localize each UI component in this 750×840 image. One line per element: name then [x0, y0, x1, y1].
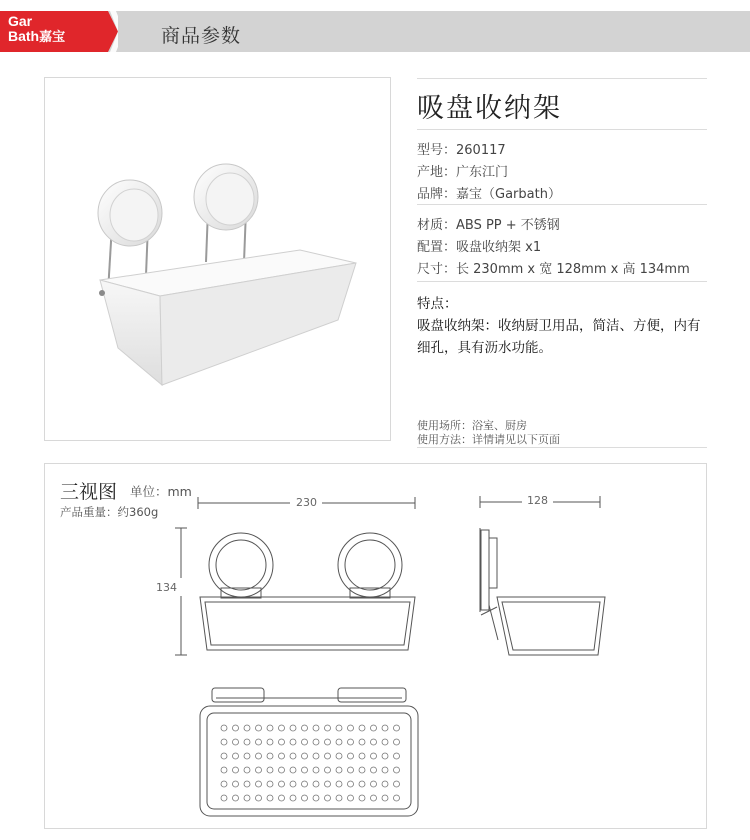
- drain-hole: [290, 725, 296, 731]
- drain-hole: [233, 725, 239, 731]
- drain-hole: [382, 725, 388, 731]
- drain-hole: [382, 767, 388, 773]
- drain-hole: [394, 795, 400, 801]
- drain-hole: [371, 767, 377, 773]
- drain-hole: [394, 753, 400, 759]
- drain-hole: [267, 725, 273, 731]
- three-views-title: 三视图: [60, 481, 118, 503]
- drain-hole: [244, 781, 250, 787]
- usage-method: 使用方法：详情请见以下页面: [417, 433, 560, 446]
- drain-hole: [382, 753, 388, 759]
- drain-hole: [279, 781, 285, 787]
- drain-hole: [359, 725, 365, 731]
- drain-hole: [371, 725, 377, 731]
- drain-hole: [279, 753, 285, 759]
- drain-hole: [221, 767, 227, 773]
- drain-hole: [371, 795, 377, 801]
- drain-hole: [336, 781, 342, 787]
- drain-hole: [244, 725, 250, 731]
- drain-hole: [302, 739, 308, 745]
- drain-hole: [382, 795, 388, 801]
- drain-hole: [233, 781, 239, 787]
- drain-hole: [313, 739, 319, 745]
- spec-size: 尺寸：长 230mm x 宽 128mm x 高 134mm: [417, 262, 690, 277]
- drain-hole: [359, 781, 365, 787]
- drain-hole: [325, 725, 331, 731]
- spec-origin: 产地：广东江门: [417, 165, 509, 180]
- drain-hole: [233, 753, 239, 759]
- drain-hole: [336, 795, 342, 801]
- drain-hole: [359, 795, 365, 801]
- dim-width: 128: [527, 494, 548, 507]
- drain-hole: [348, 767, 354, 773]
- drain-hole: [359, 739, 365, 745]
- drain-hole: [244, 795, 250, 801]
- drain-hole: [221, 725, 227, 731]
- drain-hole: [371, 781, 377, 787]
- drain-hole: [256, 739, 262, 745]
- usage-place: 使用场所：浴室、厨房: [417, 419, 527, 432]
- drain-hole: [256, 795, 262, 801]
- drain-hole: [256, 753, 262, 759]
- drain-hole: [348, 739, 354, 745]
- drain-hole: [348, 753, 354, 759]
- weight-label: 产品重量：约360g: [60, 505, 159, 519]
- drain-hole: [336, 767, 342, 773]
- drain-hole: [244, 767, 250, 773]
- drain-hole: [290, 767, 296, 773]
- drain-hole: [267, 739, 273, 745]
- features-body: 吸盘收纳架：收纳厨卫用品，简洁、方便，内有细孔，具有沥水功能。: [417, 318, 701, 356]
- drain-hole: [256, 781, 262, 787]
- drain-hole: [279, 795, 285, 801]
- drain-hole: [290, 781, 296, 787]
- drain-hole: [279, 725, 285, 731]
- drain-hole: [279, 767, 285, 773]
- drain-hole: [359, 767, 365, 773]
- drain-hole: [290, 753, 296, 759]
- section-title: 商品参数: [161, 25, 242, 47]
- drain-hole: [302, 753, 308, 759]
- drain-hole: [313, 753, 319, 759]
- drain-hole: [325, 767, 331, 773]
- spec-material: 材质：ABS PP + 不锈钢: [417, 218, 560, 233]
- drain-hole: [267, 753, 273, 759]
- drain-hole: [221, 753, 227, 759]
- drain-hole: [325, 739, 331, 745]
- drain-hole: [325, 795, 331, 801]
- drain-hole: [382, 781, 388, 787]
- drain-hole: [394, 767, 400, 773]
- drain-hole: [290, 795, 296, 801]
- drain-hole: [325, 753, 331, 759]
- drain-hole: [233, 795, 239, 801]
- drain-hole: [233, 767, 239, 773]
- drain-hole: [348, 725, 354, 731]
- drain-hole: [302, 767, 308, 773]
- logo-text: Gar Bath嘉宝: [8, 13, 66, 44]
- drain-hole: [394, 725, 400, 731]
- drain-hole: [348, 781, 354, 787]
- drain-hole: [221, 739, 227, 745]
- drain-hole: [267, 795, 273, 801]
- drain-hole: [302, 725, 308, 731]
- drain-hole: [359, 753, 365, 759]
- drain-hole: [371, 739, 377, 745]
- drain-hole: [336, 753, 342, 759]
- dim-height: 134: [156, 581, 177, 594]
- drain-hole: [290, 739, 296, 745]
- drain-hole: [313, 767, 319, 773]
- drain-hole: [267, 781, 273, 787]
- spec-brand: 品牌：嘉宝（Garbath）: [417, 187, 561, 202]
- drain-hole: [394, 781, 400, 787]
- product-name: 吸盘收纳架: [417, 93, 562, 124]
- drain-hole: [279, 739, 285, 745]
- features-heading: 特点：: [417, 296, 458, 312]
- drain-hole: [267, 767, 273, 773]
- unit-label: 单位：mm: [130, 484, 192, 499]
- dim-length: 230: [296, 496, 317, 509]
- drain-hole: [325, 781, 331, 787]
- drain-hole: [244, 753, 250, 759]
- spec-config: 配置：吸盘收纳架 x1: [417, 240, 542, 255]
- drain-hole: [233, 739, 239, 745]
- drain-hole: [313, 795, 319, 801]
- drain-hole: [336, 739, 342, 745]
- drain-hole: [382, 739, 388, 745]
- drain-hole: [371, 753, 377, 759]
- drain-hole: [313, 725, 319, 731]
- drain-hole: [256, 767, 262, 773]
- drain-hole: [244, 739, 250, 745]
- drain-hole: [302, 795, 308, 801]
- drain-hole: [336, 725, 342, 731]
- drain-hole: [302, 781, 308, 787]
- drain-hole: [348, 795, 354, 801]
- drain-hole: [256, 725, 262, 731]
- drain-hole: [313, 781, 319, 787]
- spec-model: 型号：260117: [417, 143, 506, 158]
- drain-hole: [221, 781, 227, 787]
- drain-hole: [394, 739, 400, 745]
- drain-hole: [221, 795, 227, 801]
